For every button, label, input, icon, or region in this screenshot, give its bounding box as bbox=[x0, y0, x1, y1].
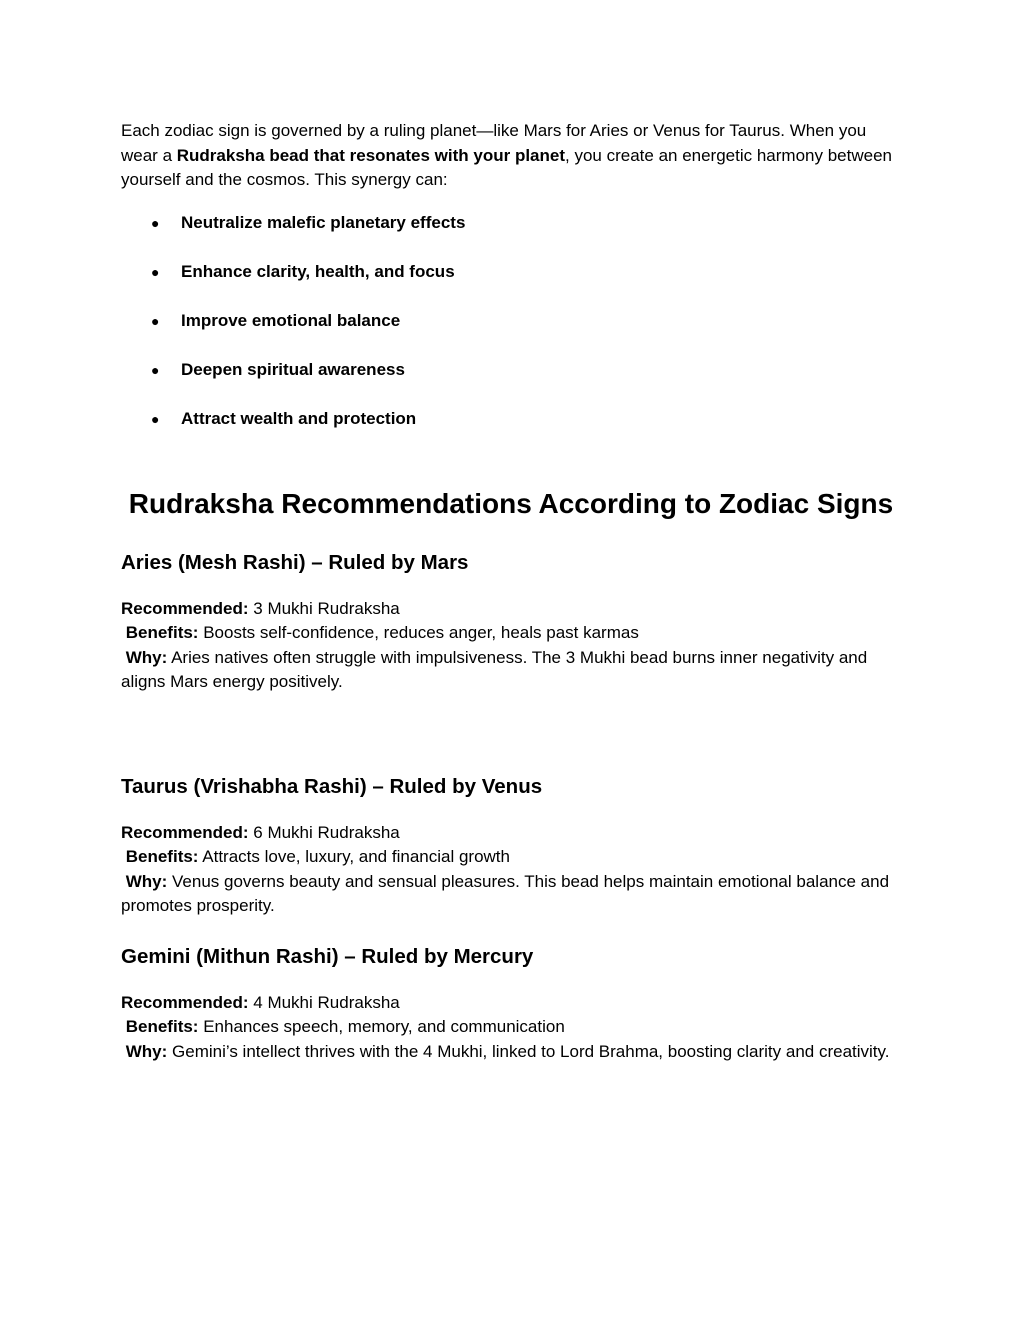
recommended-label: Recommended: bbox=[121, 992, 249, 1012]
sign-details bbox=[121, 597, 901, 695]
section-heading bbox=[121, 485, 901, 523]
sign-title: Aries (Mesh Rashi) – Ruled by Mars bbox=[121, 550, 469, 574]
list-item-text: Deepen spiritual awareness bbox=[181, 359, 405, 379]
benefits-label: Benefits: bbox=[125, 847, 199, 866]
intro-paragraph bbox=[121, 119, 901, 193]
sign-title: Gemini (Mithun Rashi) – Ruled by Mercury bbox=[121, 944, 534, 968]
bullet-icon: ● bbox=[151, 361, 160, 378]
benefits-value: Boosts self-confidence, reduces anger, heals past karmas bbox=[203, 623, 639, 642]
bullet-icon: ● bbox=[151, 214, 160, 231]
list-item bbox=[121, 211, 901, 235]
list-item bbox=[121, 260, 901, 284]
why-value: Venus governs beauty and sensual pleasures. This bead helps maintain emotional balance and promotes prosperity. bbox=[121, 871, 890, 915]
list-item-text: Neutralize malefic planetary effects bbox=[181, 212, 466, 232]
benefits-list bbox=[121, 211, 901, 431]
list-item bbox=[121, 358, 901, 382]
why-label: Why: bbox=[125, 871, 168, 891]
list-item bbox=[121, 407, 901, 431]
bullet-icon: ● bbox=[151, 312, 160, 329]
sign-section-aries bbox=[121, 549, 901, 695]
intro-text-1: Each zodiac sign is governed by a ruling planet—like Mars for Aries or Venus for Taurus. When you wear a bbox=[121, 121, 867, 165]
benefits-label: Benefits: bbox=[125, 623, 199, 642]
list-item bbox=[121, 309, 901, 333]
recommended-label: Recommended: bbox=[121, 822, 249, 842]
recommended-value: 3 Mukhi Rudraksha bbox=[253, 598, 400, 618]
recommended-value: 4 Mukhi Rudraksha bbox=[253, 992, 400, 1012]
benefits-label: Benefits: bbox=[125, 1017, 199, 1036]
sign-details bbox=[121, 821, 901, 919]
sign-section-taurus bbox=[121, 773, 901, 919]
benefits-value: Attracts love, luxury, and financial growth bbox=[202, 847, 510, 866]
list-item-text: Enhance clarity, health, and focus bbox=[181, 261, 455, 281]
section-heading-text: Rudraksha Recommendations According to Zodiac Signs bbox=[128, 487, 894, 519]
bullet-icon: ● bbox=[151, 410, 160, 427]
intro-text-2: , you create an energetic harmony between yourself and the cosmos. This synergy can: bbox=[121, 145, 892, 189]
sign-details bbox=[121, 991, 901, 1065]
benefits-value: Enhances speech, memory, and communication bbox=[203, 1017, 565, 1036]
recommended-value: 6 Mukhi Rudraksha bbox=[253, 822, 400, 842]
why-value: Aries natives often struggle with impulsiveness. The 3 Mukhi bead burns inner negativity and aligns Mars energy positively. bbox=[121, 647, 868, 691]
why-value: Gemini’s intellect thrives with the 4 Mukhi, linked to Lord Brahma, boosting clarity and creativity. bbox=[172, 1041, 890, 1061]
sign-section-gemini bbox=[121, 943, 901, 1065]
document-page bbox=[121, 119, 901, 1064]
sign-title: Taurus (Vrishabha Rashi) – Ruled by Venus bbox=[121, 774, 543, 798]
recommended-label: Recommended: bbox=[121, 598, 249, 618]
why-label: Why: bbox=[125, 1041, 168, 1061]
bullet-icon: ● bbox=[151, 263, 160, 280]
why-label: Why: bbox=[125, 647, 168, 667]
intro-bold-text: Rudraksha bead that resonates with your planet bbox=[176, 145, 566, 165]
list-item-text: Attract wealth and protection bbox=[181, 408, 417, 428]
list-item-text: Improve emotional balance bbox=[181, 310, 401, 330]
